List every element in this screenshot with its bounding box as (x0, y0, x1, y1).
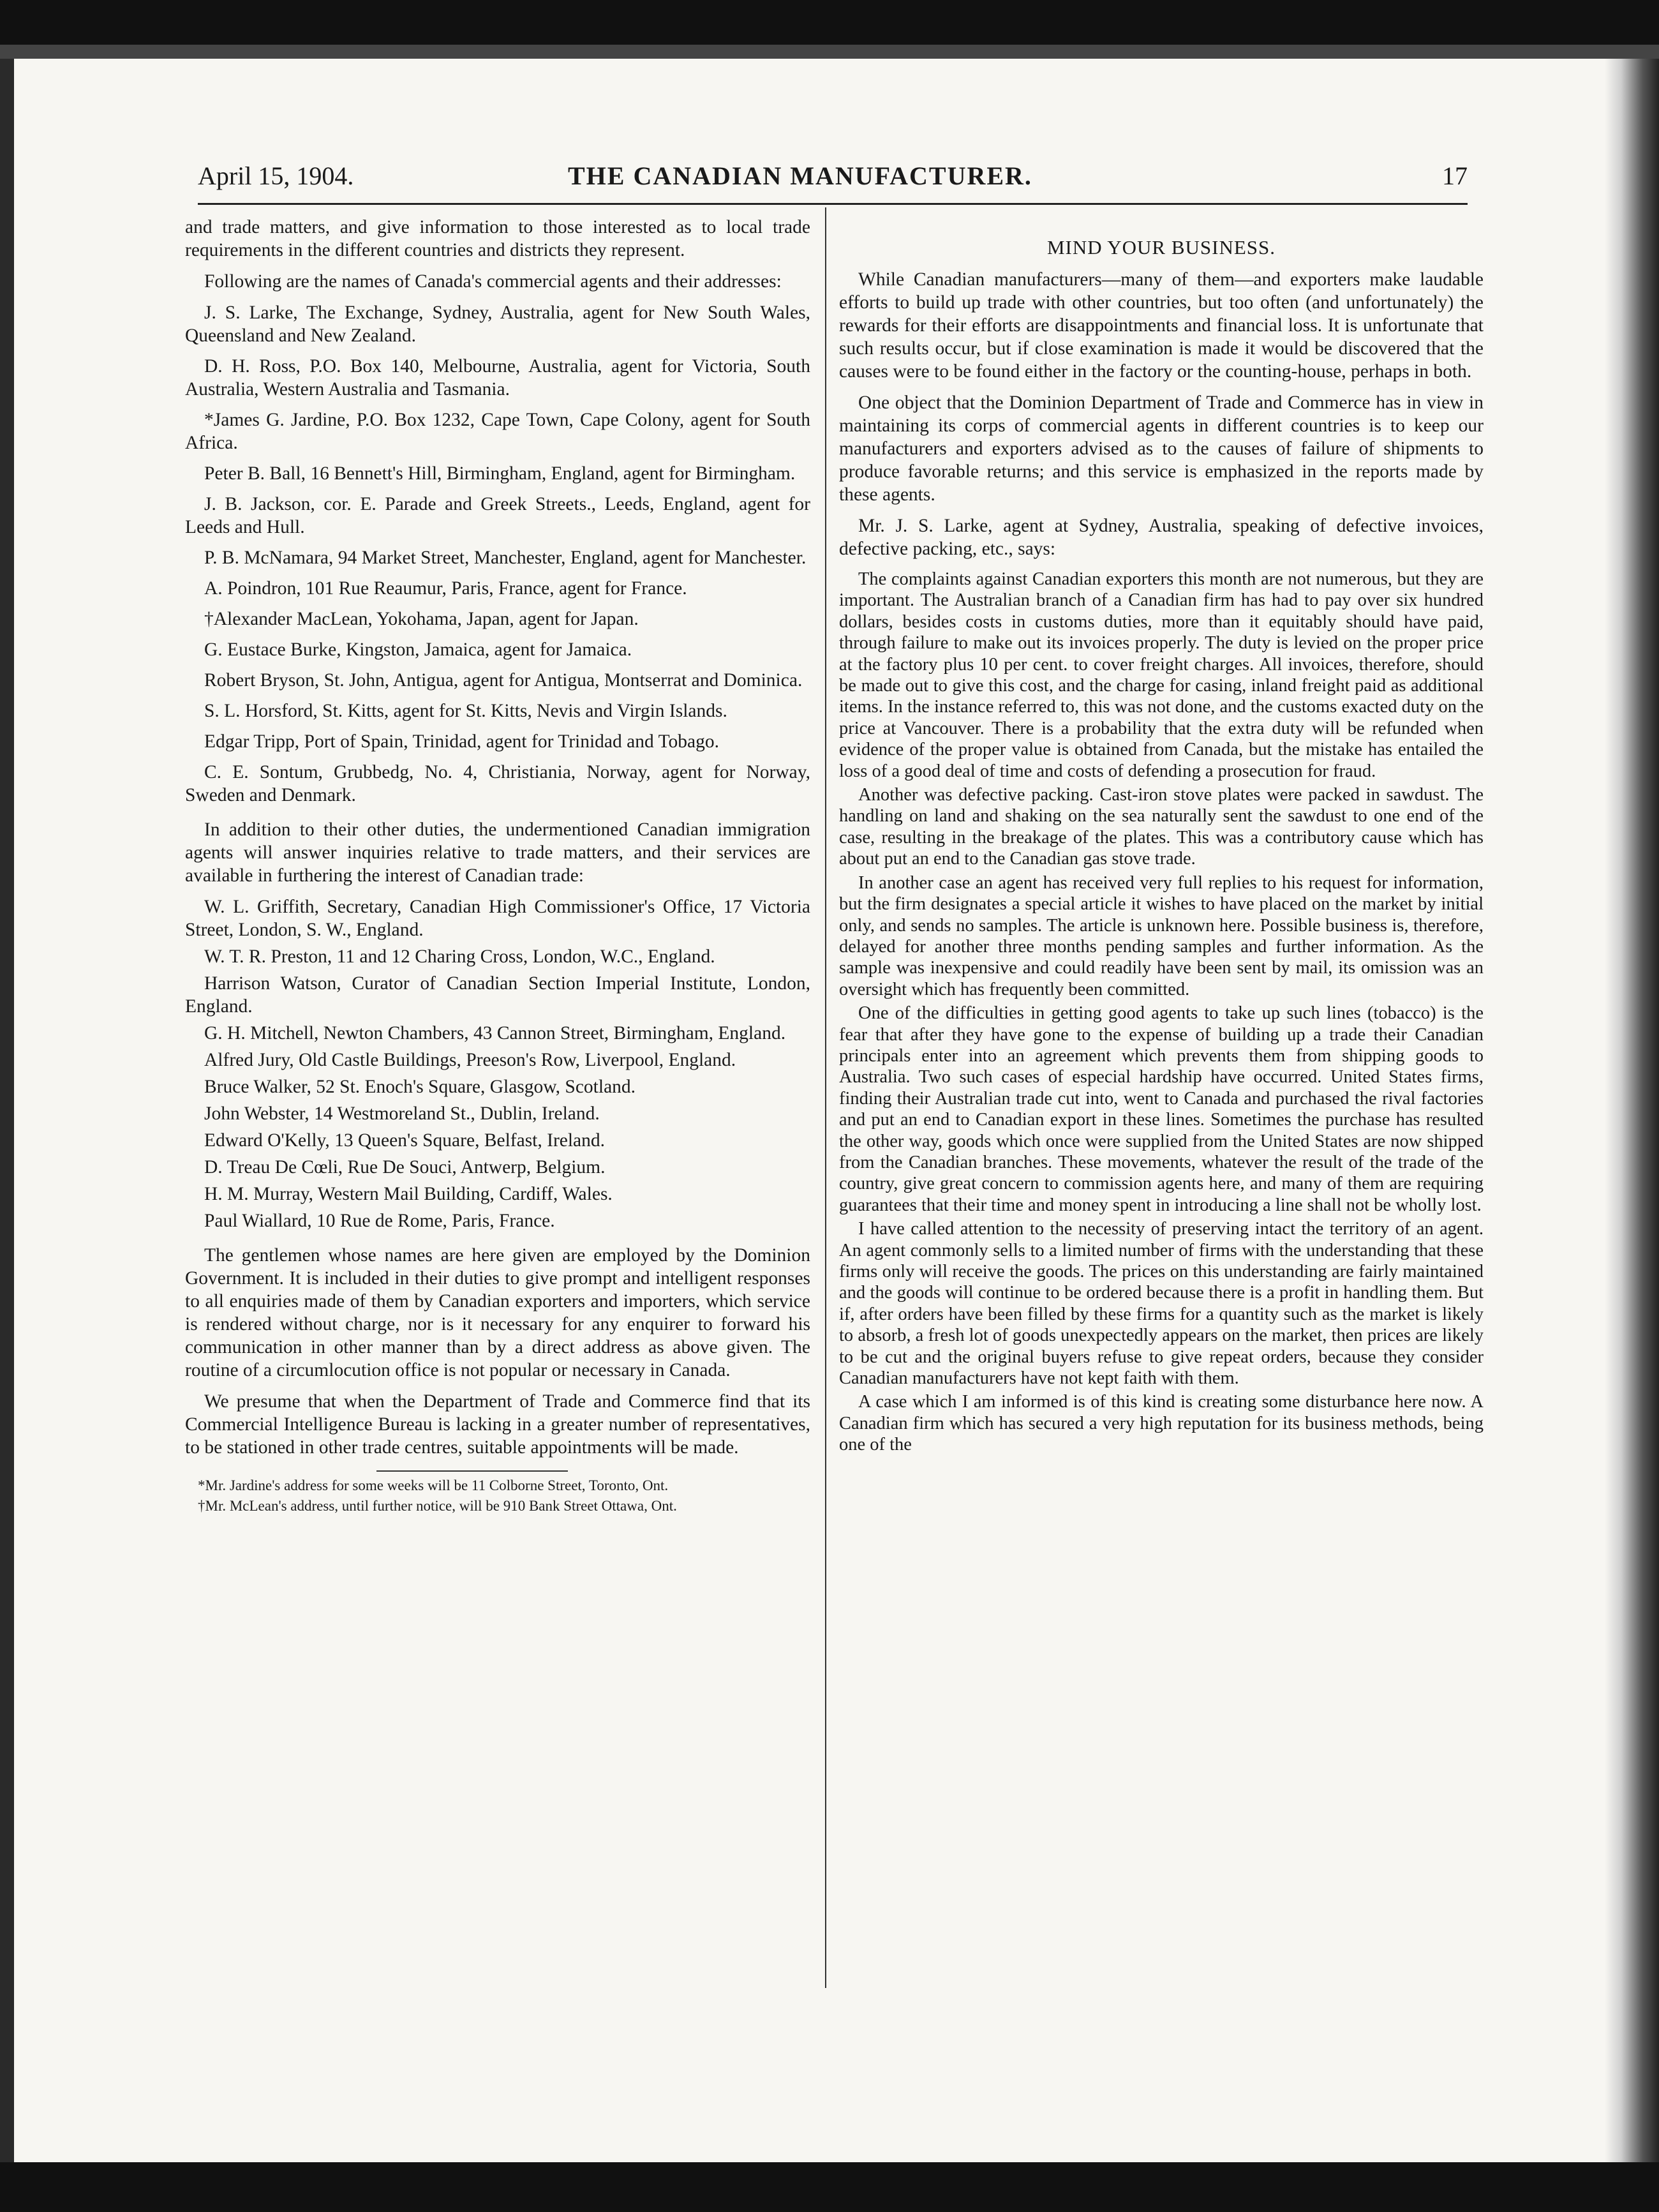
list-item: Edgar Tripp, Port of Spain, Trinidad, agent for Trinidad and Tobago. (204, 731, 720, 752)
commercial-agents-list (185, 301, 810, 807)
quoted-paragraph: In another case an agent has received very full replies to his request for information, but the firm designates a special article it wishes to have placed on the market by initial only, and sends no samples. The article is unknown here. Possible business is, therefore, delayed for another three months pending samples and further information. As the sample was inexpensive and could readily have been sent by mail, its omission was an oversight which has frequently been committed. (839, 872, 1484, 999)
immigration-intro-paragraph: In addition to their other duties, the undermentioned Canadian immigration agents will answer inquiries relative to trade matters, and their services are available in furthering the interest of Canadian trade: (185, 819, 810, 886)
list-item: A. Poindron, 101 Rue Reaumur, Paris, France, agent for France. (204, 578, 687, 599)
agents-intro-paragraph: Following are the names of Canada's commercial agents and their addresses: (204, 271, 782, 292)
list-item: †Alexander MacLean, Yokohama, Japan, agent for Japan. (204, 609, 639, 629)
quoted-paragraph: A case which I am informed is of this kind is creating some disturbance here now. A Canadian firm which has secured a very high reputation for its business methods, being one of the (839, 1392, 1484, 1455)
list-item: Harrison Watson, Curator of Canadian Section Imperial Institute, London, England. (185, 973, 810, 1017)
header-rule (198, 203, 1468, 205)
list-item: D. Treau De Cœli, Rue De Souci, Antwerp, Belgium. (204, 1157, 606, 1177)
column-divider (825, 207, 826, 1988)
list-item: W. T. R. Preston, 11 and 12 Charing Cross, London, W.C., England. (204, 946, 715, 967)
publication-title: THE CANADIAN MANUFACTURER. (568, 161, 1032, 190)
list-item: Alfred Jury, Old Castle Buildings, Preeson's Row, Liverpool, England. (204, 1050, 736, 1070)
list-item: J. S. Larke, The Exchange, Sydney, Australia, agent for New South Wales, Queensland and New Zealand. (185, 303, 810, 346)
page-header (198, 161, 1468, 199)
footnote: †Mr. McLean's address, until further notice, will be 910 Bank Street Ottawa, Ont. (198, 1498, 677, 1514)
list-item: H. M. Murray, Western Mail Building, Cardiff, Wales. (204, 1184, 613, 1204)
quoted-paragraph: The complaints against Canadian exporters this month are not numerous, but they are important. The Australian branch of a Canadian firm has had to pay over six hundred dollars, besides costs in customs duties, more than it equitably should have paid, through failure to make out its invoices properly. The duty is levied on the proper price at the factory plus 10 per cent. to cover freight charges. All invoices, therefore, should be made out to give this cost, and the charge for casing, inland freight paid as additional items. In the instance referred to, this was not done, and the customs exacted duty on the price at Vancouver. There is a probability that the extra duty will be refunded when evidence of the proper value is obtained from Canada, but the mistake has entailed the loss of a good deal of time and costs of defending a prosecution for fraud. (839, 569, 1484, 781)
scan-right-edge (1605, 59, 1659, 2162)
quoted-paragraph: One of the difficulties in getting good agents to take up such lines (tobacco) is the fear that after they have gone to the expense of building up a trade their Canadian principals enter into an agreement which prevents them from shipping goods to Australia. Two such cases of especial hardship have occurred. United States firms, finding their Australian trade cut into, went to Canada and purchased the rival factories and put an end to Canadian export in these lines. Sometimes the purchase has resulted the other way, goods which once were supplied from the United States are now shipped from the Canadian branches. These movements, whatever the result of the trade of the country, give great concern to commission agents here, and many of them are requiring guarantees that their time and money spent in introducing a line shall not be wholly lost. (839, 1003, 1484, 1215)
list-item: S. L. Horsford, St. Kitts, agent for St. Kitts, Nevis and Virgin Islands. (204, 701, 727, 721)
scan-bottom-border (0, 2162, 1659, 2212)
list-item: D. H. Ross, P.O. Box 140, Melbourne, Australia, agent for Victoria, South Australia, Western Australia and Tasmania. (185, 356, 810, 400)
list-item: John Webster, 14 Westmoreland St., Dublin, Ireland. (204, 1103, 600, 1124)
quoted-report (839, 569, 1484, 1456)
right-column (839, 216, 1484, 1458)
article-paragraph: Mr. J. S. Larke, agent at Sydney, Australia, speaking of defective invoices, defective packing, etc., says: (839, 516, 1484, 559)
quoted-paragraph: I have called attention to the necessity of preserving intact the territory of an agent. An agent commonly sells to a limited number of firms with the understanding that these firms only will receive the goods. The prices on this understanding are fairly maintained and the goods will continue to be ordered because there is a profit in handling them. But if, after orders have been filled by these firms for a quantity such as the market is likely to absorb, a fresh lot of goods unexpectedly appears on the market, then prices are likely to be cut and the original buyers refuse to give repeat orders, because they consider Canadian manufacturers have not kept faith with them. (839, 1219, 1484, 1389)
list-item: Robert Bryson, St. John, Antigua, agent for Antigua, Montserrat and Dominica. (204, 670, 803, 691)
list-item: G. Eustace Burke, Kingston, Jamaica, agent for Jamaica. (204, 639, 632, 660)
list-item: W. L. Griffith, Secretary, Canadian High Commissioner's Office, 17 Victoria Street, London, S. W., England. (185, 897, 810, 940)
list-item: Peter B. Ball, 16 Bennett's Hill, Birmingham, England, agent for Birmingham. (204, 463, 796, 484)
intro-paragraph: and trade matters, and give information to those interested as to local trade requirements in the different countries and districts they represent. (185, 217, 810, 260)
footnote: *Mr. Jardine's address for some weeks will be 11 Colborne Street, Toronto, Ont. (198, 1477, 669, 1493)
article-paragraph: One object that the Dominion Department of Trade and Commerce has in view in maintaining its corps of commercial agents in different countries is to keep our manufacturers and exporters advised as to the causes of failure of shipments to produce favorable returns; and this service is emphasized in the reports made by these agents. (839, 392, 1484, 505)
list-item: Bruce Walker, 52 St. Enoch's Square, Glasgow, Scotland. (204, 1077, 636, 1097)
scan-top-border (0, 0, 1659, 59)
list-item: *James G. Jardine, P.O. Box 1232, Cape Town, Cape Colony, agent for South Africa. (185, 410, 810, 453)
presume-paragraph: We presume that when the Department of Trade and Commerce find that its Commercial Intelligence Bureau is lacking in a greater number of representatives, to be stationed in other trade centres, suitable appointments will be made. (185, 1391, 810, 1458)
immigration-agents-list (185, 895, 810, 1232)
footnote-rule (376, 1470, 568, 1472)
list-item: C. E. Sontum, Grubbedg, No. 4, Christiania, Norway, agent for Norway, Sweden and Denmark. (185, 762, 810, 805)
scan-left-edge (0, 59, 14, 2162)
quoted-paragraph: Another was defective packing. Cast-iron stove plates were packed in sawdust. The handling on land and shaking on the sea naturally sent the sawdust to one end of the case, resulting in the breakage of the plates. This was a contributory cause which has about put an end to the Canadian gas stove trade. (839, 785, 1484, 869)
list-item: J. B. Jackson, cor. E. Parade and Greek Streets., Leeds, England, agent for Leeds and Hull. (185, 494, 810, 537)
list-item: G. H. Mitchell, Newton Chambers, 43 Cannon Street, Birmingham, England. (204, 1023, 786, 1043)
issue-date: April 15, 1904. (198, 161, 354, 190)
page-number: 17 (1442, 161, 1468, 190)
list-item: Edward O'Kelly, 13 Queen's Square, Belfast, Ireland. (204, 1130, 606, 1151)
list-item: Paul Wiallard, 10 Rue de Rome, Paris, France. (204, 1211, 555, 1231)
list-item: P. B. McNamara, 94 Market Street, Manchester, England, agent for Manchester. (204, 548, 807, 568)
section-title: MIND YOUR BUSINESS. (1046, 236, 1276, 258)
article-paragraph: While Canadian manufacturers—many of them—and exporters make laudable efforts to build up trade with other countries, but too often (and unfortunately) the rewards for their efforts are disappointments and financial loss. It is unfortunate that such results occur, but if close examination is made it would be discovered that the causes were to be found either in the factory or the counting-house, perhaps in both. (839, 269, 1484, 382)
gentlemen-paragraph: The gentlemen whose names are here given are employed by the Dominion Government. It is included in their duties to give prompt and intelligent responses to all enquiries made of them by Canadian exporters and importers, which service is rendered without charge, nor is it necessary for any enquirer to forward his communication in other manner than by a direct address as above given. The routine of a circumlocution office is not popular or necessary in Canada. (185, 1245, 810, 1380)
left-column (185, 216, 810, 1518)
